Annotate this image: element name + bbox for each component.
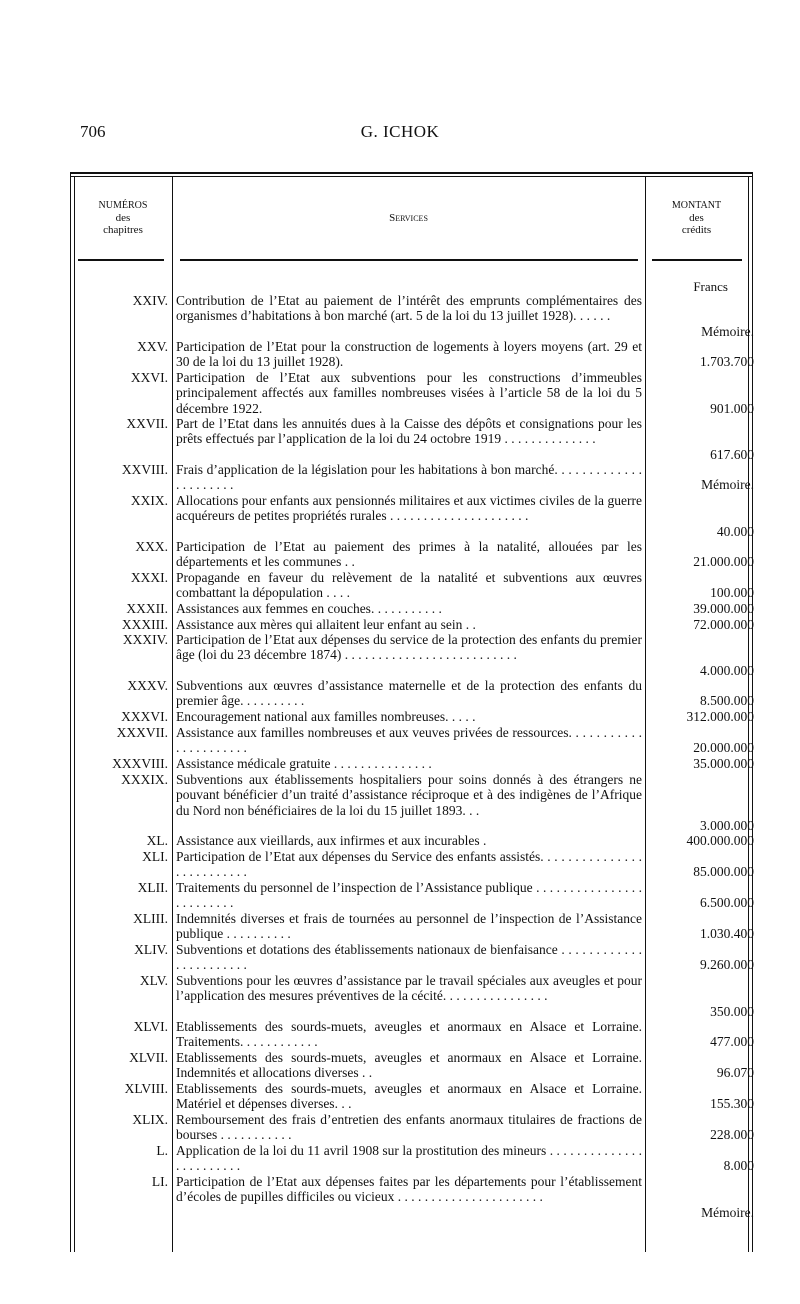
service-description: Frais d’application de la législation pour les habitations à bon marché. . . . . . . . . . . . . . . . . . . . . . [176, 462, 642, 493]
service-description: Traitements du personnel de l’inspection de l’Assistance publique . . . . . . . . . . . . . . . . . . . . . . . . . [176, 880, 642, 911]
header-chapters-line1: NUMÉROS [98, 200, 148, 211]
credit-amount: Mémoire. [701, 477, 754, 493]
service-description: Participation de l’Etat aux dépenses du service de la protection des enfants du premier âge (loi du 23 décembre 1874) . . . . . . . . . . . . . . . . . . . . . . . . . . [176, 632, 642, 663]
chapter-number: L. [156, 1143, 168, 1158]
chapter-number: XXVI. [130, 370, 168, 385]
credit-amount: 477.000 [710, 1034, 754, 1050]
header-chapters [74, 200, 172, 236]
service-description: Encouragement national aux familles nombreuses. . . . . [176, 709, 476, 724]
credit-amount: 4.000.000 [700, 662, 754, 678]
chapter-number: XLVI. [133, 1019, 168, 1034]
credit-amount: 901.000 [710, 400, 754, 416]
chapter-number: XXXII. [126, 601, 168, 616]
header-credits-line1: MONTANT [671, 200, 722, 211]
service-description: Application de la loi du 11 avril 1908 sur la prostitution des mineurs . . . . . . . . . . . . . . . . . . . . . . . . [176, 1143, 642, 1174]
chapter-number: LI. [151, 1174, 168, 1189]
credit-amount: 8.000 [723, 1158, 754, 1174]
service-description: Propagande en faveur du relèvement de la natalité et subventions aux œuvres combattant la dépopulation . . . . [176, 570, 642, 601]
chapter-number: XXIX. [130, 493, 168, 508]
chapter-number: XLIII. [133, 911, 168, 926]
chapter-number: XLIV. [134, 942, 168, 957]
service-description: Assistance médicale gratuite . . . . . . . . . . . . . . . [176, 756, 432, 771]
chapter-number: XXX. [135, 539, 168, 554]
chapter-number: XXXV. [127, 678, 168, 693]
credit-amount: Mémoire. [701, 1204, 754, 1220]
chapter-number: XL. [146, 833, 168, 848]
credit-amount: 35.000.000 [693, 756, 754, 771]
credit-amount: 8.500.000 [700, 693, 754, 709]
credit-amount: 9.260.000 [700, 957, 754, 973]
chapter-number: XXVII. [126, 416, 168, 431]
header-credits-line3: crédits [681, 224, 712, 236]
service-description: Subventions aux établissements hospitaliers pour soins donnés à des étrangers ne pouvant bénéficier d’un traité d’assistance réciproque et à des indigènes de l’Afrique du Nord non bénéficiaires de la loi du 15 juillet 1893. . . [176, 772, 642, 818]
credit-amount: 617.600 [710, 446, 754, 462]
service-description: Indemnités diverses et frais de tournées au personnel de l’inspection de l’Assistance publique . . . . . . . . . . [176, 911, 642, 942]
unit-label: Francs [693, 279, 728, 294]
service-description: Etablissements des sourds-muets, aveugles et anormaux en Alsace et Lorraine. Indemnités et allocations diverses . . [176, 1050, 642, 1081]
header-chapters-line2: des [115, 212, 131, 224]
header-chapters-line3: chapitres [103, 224, 143, 236]
chapter-number: XXV. [137, 339, 168, 354]
credit-amount: 100.000 [710, 585, 754, 601]
chapter-number: XXIV. [132, 293, 168, 308]
chapter-number: XLI. [142, 849, 168, 864]
chapter-number: XLIX. [132, 1112, 168, 1127]
chapter-number: XXXVI. [121, 709, 168, 724]
header-credits [645, 200, 748, 236]
chapter-number: XXXI. [130, 570, 168, 585]
credit-amount: 96.070 [716, 1065, 754, 1081]
chapter-number: XLVIII. [124, 1081, 168, 1096]
header-services [172, 212, 645, 224]
service-description: Assistance aux familles nombreuses et aux veuves privées de ressources. . . . . . . . . . . . . . . . . . . . . . [176, 725, 642, 756]
service-description: Participation de l’Etat aux subventions pour les constructions d’immeubles principalement affectés aux familles nombreuses visées à l’article 58 de la loi du 5 décembre 1922. [176, 370, 642, 416]
credit-amount: 6.500.000 [700, 895, 754, 911]
service-description: Assistances aux femmes en couches. . . . . . . . . . . [176, 601, 442, 616]
service-description: Etablissements des sourds-muets, aveugles et anormaux en Alsace et Lorraine. Matériel et dépenses diverses. . . [176, 1081, 642, 1112]
running-head: G. ICHOK [360, 122, 440, 141]
chapter-number: XXXVII. [116, 725, 168, 740]
credit-amount: 85.000.000 [693, 864, 754, 880]
service-description: Participation de l’Etat au paiement des primes à la natalité, allouées par les départements et les communes . . [176, 539, 642, 570]
credit-amount: 20.000.000 [693, 740, 754, 756]
chapter-number: XXXIII. [121, 617, 168, 632]
service-description: Participation de l’Etat pour la construction de logements à loyers moyens (art. 29 et 30 de la loi du 13 juillet 1928). [176, 339, 642, 370]
page-number: 706 [80, 122, 106, 141]
service-description: Remboursement des frais d’entretien des enfants anormaux titulaires de fractions de bourses . . . . . . . . . . . [176, 1112, 642, 1143]
service-description: Contribution de l’Etat au paiement de l’intérêt des emprunts complémentaires des organismes d’habitations à bon marché (art. 5 de la loi du 13 juillet 1928). . . . . . [176, 293, 642, 324]
chapter-number: XXXIV. [122, 632, 168, 647]
service-description: Participation de l’Etat aux dépenses faites par les départements pour l’établissement d’écoles de pupilles difficiles ou vicieux . . . . . . . . . . . . . . . . . . . . . . [176, 1174, 642, 1205]
chapter-number: XXXIX. [121, 772, 168, 787]
chapter-number: XLV. [139, 973, 168, 988]
service-description: Assistance aux vieillards, aux infirmes et aux incurables . [176, 833, 487, 848]
credit-amount: 3.000.000 [700, 818, 754, 834]
service-description: Part de l’Etat dans les annuités dues à la Caisse des dépôts et consignations pour les prêts effectués par l’application de la loi du 24 octobre 1919 . . . . . . . . . . . . . . [176, 416, 642, 447]
service-description: Etablissements des sourds-muets, aveugles et anormaux en Alsace et Lorraine. Traitements. . . . . . . . . . . . [176, 1019, 642, 1050]
service-description: Assistance aux mères qui allaitent leur enfant au sein . . [176, 617, 476, 632]
service-description: Participation de l’Etat aux dépenses du Service des enfants assistés. . . . . . . . . . . . . . . . . . . . . . . . . . [176, 849, 642, 880]
chapter-number: XLII. [137, 880, 168, 895]
header-credits-line2: des [689, 212, 704, 224]
chapter-number: XLVII. [129, 1050, 168, 1065]
credit-amount: 1.030.400 [700, 926, 754, 942]
chapter-number: XXVIII. [121, 462, 168, 477]
credit-amount: 1.703.700 [700, 354, 754, 370]
credit-amount: 155.300 [710, 1096, 754, 1112]
service-description: Subventions pour les œuvres d’assistance par le travail spéciales aux aveugles et pour l’application des mesures préventives de la cécité. . . . . . . . . . . . . . . . [176, 973, 642, 1004]
credit-amount: 400.000.000 [686, 833, 754, 848]
header-services-label: Services [389, 212, 428, 224]
credit-amount: 228.000 [710, 1127, 754, 1143]
credit-amount: 40.000 [716, 523, 754, 539]
chapter-number: XXXVIII. [112, 756, 168, 771]
credit-amount: 39.000.000 [693, 601, 754, 616]
credit-amount: Mémoire. [701, 323, 754, 339]
service-description: Subventions et dotations des établissements nationaux de bienfaisance . . . . . . . . . . . . . . . . . . . . . . . [176, 942, 642, 973]
credit-amount: 21.000.000 [693, 554, 754, 570]
service-description: Allocations pour enfants aux pensionnés militaires et aux victimes civiles de la guerre acquéreurs de petites propriétés rurales . . . . . . . . . . . . . . . . . . . . . [176, 493, 642, 524]
service-description: Subventions aux œuvres d’assistance maternelle et de la protection des enfants du premier âge. . . . . . . . . . [176, 678, 642, 709]
credit-amount: 350.000 [710, 1003, 754, 1019]
credit-amount: 72.000.000 [693, 617, 754, 632]
credit-amount: 312.000.000 [686, 709, 754, 724]
